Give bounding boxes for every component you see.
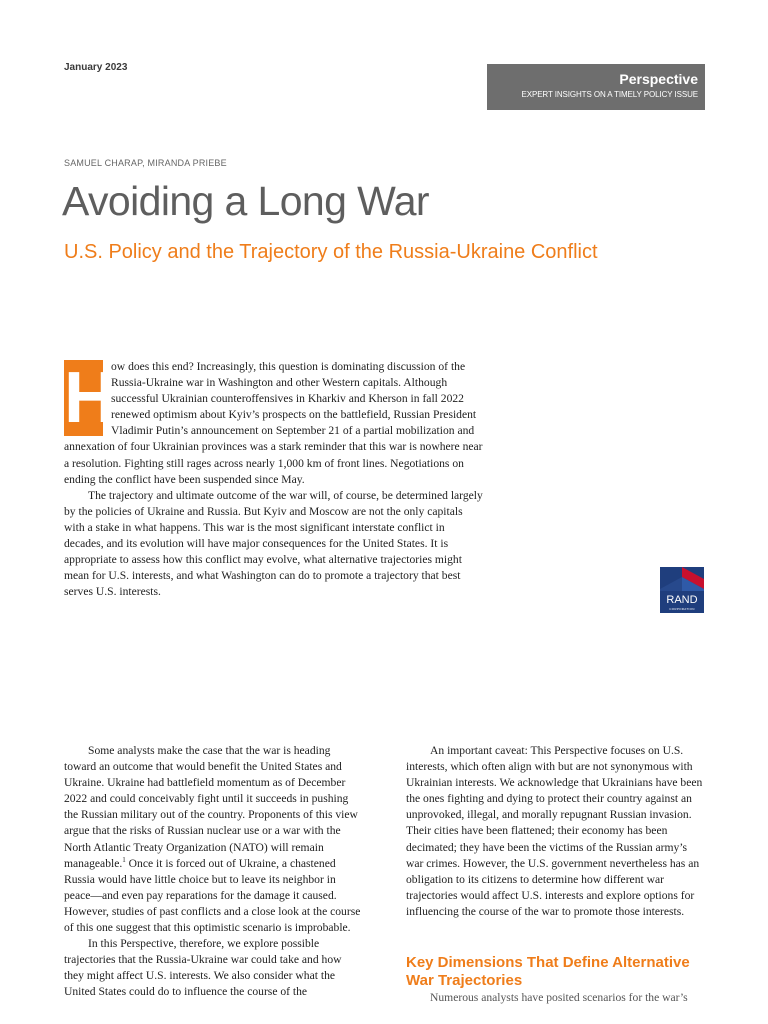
intro-paragraph-2: The trajectory and ultimate outcome of the war will, of course, be determined largely by the policies of Ukraine and Russia. But Kyiv and Moscow are not the only capitals with a stake in what happens. This war is the most significant interstate conflict in decades, and its evolution will have major consequences for the United States. It is appropriate to assess how this conflict may evolve, what alternative trajectories might mean for U.S. interests, and what Washington can do to promote a trajectory that best serves U.S. interests. [64,488,483,599]
body-text: Once it is forced out of Ukraine, a chastened Russia would have little choice but to leave its neighbor in peace—and even pay reparations for the damage it caused. However, studies of past conflicts and a close look at the course of this one suggest that this optimistic scenario is improbable. [64,856,361,935]
publication-date: January 2023 [64,62,128,73]
rand-logo [660,567,704,613]
report-title: Avoiding a Long War [62,178,429,224]
body-column-2 [406,743,704,1006]
perspective-title: Perspective [619,71,698,87]
perspective-subtitle: EXPERT INSIGHTS ON A TIMELY POLICY ISSUE [521,90,698,99]
intro-section [64,359,484,600]
authors: SAMUEL CHARAP, MIRANDA PRIEBE [64,158,227,168]
body-column-1 [64,743,362,1001]
perspective-banner [487,64,705,110]
drop-cap: H [64,358,116,438]
rand-logo-text: RAND [666,594,698,606]
rand-logo-subtext: CORPORATION [669,607,695,611]
body-paragraph: In this Perspective, therefore, we explore possible trajectories that the Russia-Ukraine war could take and how they might affect U.S. interests. We also consider what the United States could do to influence the course of the [64,937,342,999]
body-paragraph: Numerous analysts have posited scenarios for the war’s [430,991,688,1005]
report-subtitle: U.S. Policy and the Trajectory of the Russia-Ukraine Conflict [64,241,598,263]
body-text: Some analysts make the case that the war is heading toward an outcome that would benefit the United States and Ukraine. Ukraine had battlefield momentum as of December 2022 and could conceivably fight until it succeeds in pushing the Russian military out of the country. Proponents of this view argue that the risks of Russian nuclear use or a war with the North Atlantic Treaty Organization (NATO) will remain manageable. [64,744,358,870]
footnote-marker[interactable]: 1 [122,855,126,864]
body-paragraph: An important caveat: This Perspective focuses on U.S. interests, which often align with but are not synonymous with Ukrainian interests. We acknowledge that Ukrainians have been the ones fighting and dying to protect their country against an unprovoked, illegal, and morally repugnant Russian invasion. Their cities have been flattened; their economy has been decimated; they have been the victims of the Russian army’s war crimes. However, the U.S. government nevertheless has an obligation to its citizens to determine how different war trajectories would affect U.S. interests and explore options for influencing the course of the war to promote those interests. [406,744,703,918]
body-paragraph [64,743,362,936]
section-heading: Key Dimensions That Define Alternative War Trajectories [406,954,690,990]
intro-paragraph-1: ow does this end? Increasingly, this question is dominating discussion of the Russia-Ukraine war in Washington and other Western capitals. Although successful Ukrainian counteroffensives in Kharkiv and Kherson in fall 2022 renewed optimism about Kyiv’s prospects on the battlefield, Russian President Vladimir Putin’s announcement on September 21 of a partial mobilization and annexation of four Ukrainian provinces was a stark reminder that this war is nowhere near a resolution. Fighting still rages across nearly 1,000 km of front lines. Negotiations on ending the conflict have been suspended since May. [64,360,483,486]
